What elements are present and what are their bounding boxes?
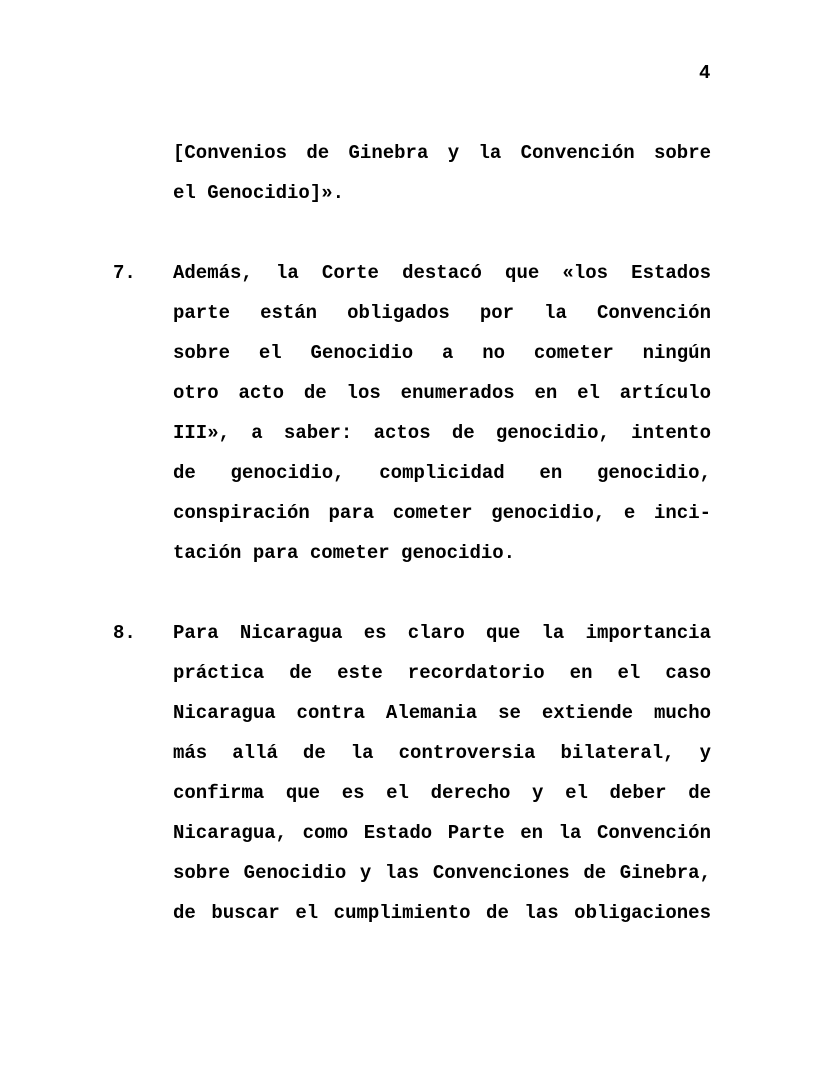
text-line: Nicaragua contra Alemania se extiende mucho <box>173 702 711 724</box>
document-content <box>113 133 711 933</box>
text-line: sobre el Genocidio a no cometer ningún <box>173 342 711 364</box>
text-line: conspiración para cometer genocidio, e inci- <box>173 502 711 524</box>
paragraph-number: 7. <box>113 262 136 284</box>
text-line: de buscar el cumplimiento de las obligaciones <box>173 902 711 924</box>
text-line: más allá de la controversia bilateral, y <box>173 742 711 764</box>
text-line: [Convenios de Ginebra y la Convención sobre <box>173 142 711 164</box>
text-line: el Genocidio]». <box>173 182 345 204</box>
text-line: III», a saber: actos de genocidio, intento <box>173 422 711 444</box>
text-line: sobre Genocidio y las Convenciones de Ginebra, <box>173 862 711 884</box>
paragraph-8 <box>113 613 711 933</box>
paragraph-lines <box>173 613 711 933</box>
paragraph-7 <box>113 253 711 573</box>
text-line: Nicaragua, como Estado Parte en la Convención <box>173 822 711 844</box>
text-line: tación para cometer genocidio. <box>173 542 516 564</box>
text-line: parte están obligados por la Convención <box>173 302 711 324</box>
text-line: Además, la Corte destacó que «los Estados <box>173 262 711 284</box>
quote-continuation-paragraph <box>113 133 711 213</box>
paragraph-lines <box>173 133 711 213</box>
text-line: de genocidio, complicidad en genocidio, <box>173 462 711 484</box>
paragraph-marker-empty <box>113 133 173 213</box>
paragraph-number: 8. <box>113 622 136 644</box>
text-line: confirma que es el derecho y el deber de <box>173 782 711 804</box>
text-line: Para Nicaragua es claro que la importancia <box>173 622 711 644</box>
text-line: práctica de este recordatorio en el caso <box>173 662 711 684</box>
paragraph-lines <box>173 253 711 573</box>
page-number: 4 <box>699 62 711 84</box>
text-line: otro acto de los enumerados en el artículo <box>173 382 711 404</box>
